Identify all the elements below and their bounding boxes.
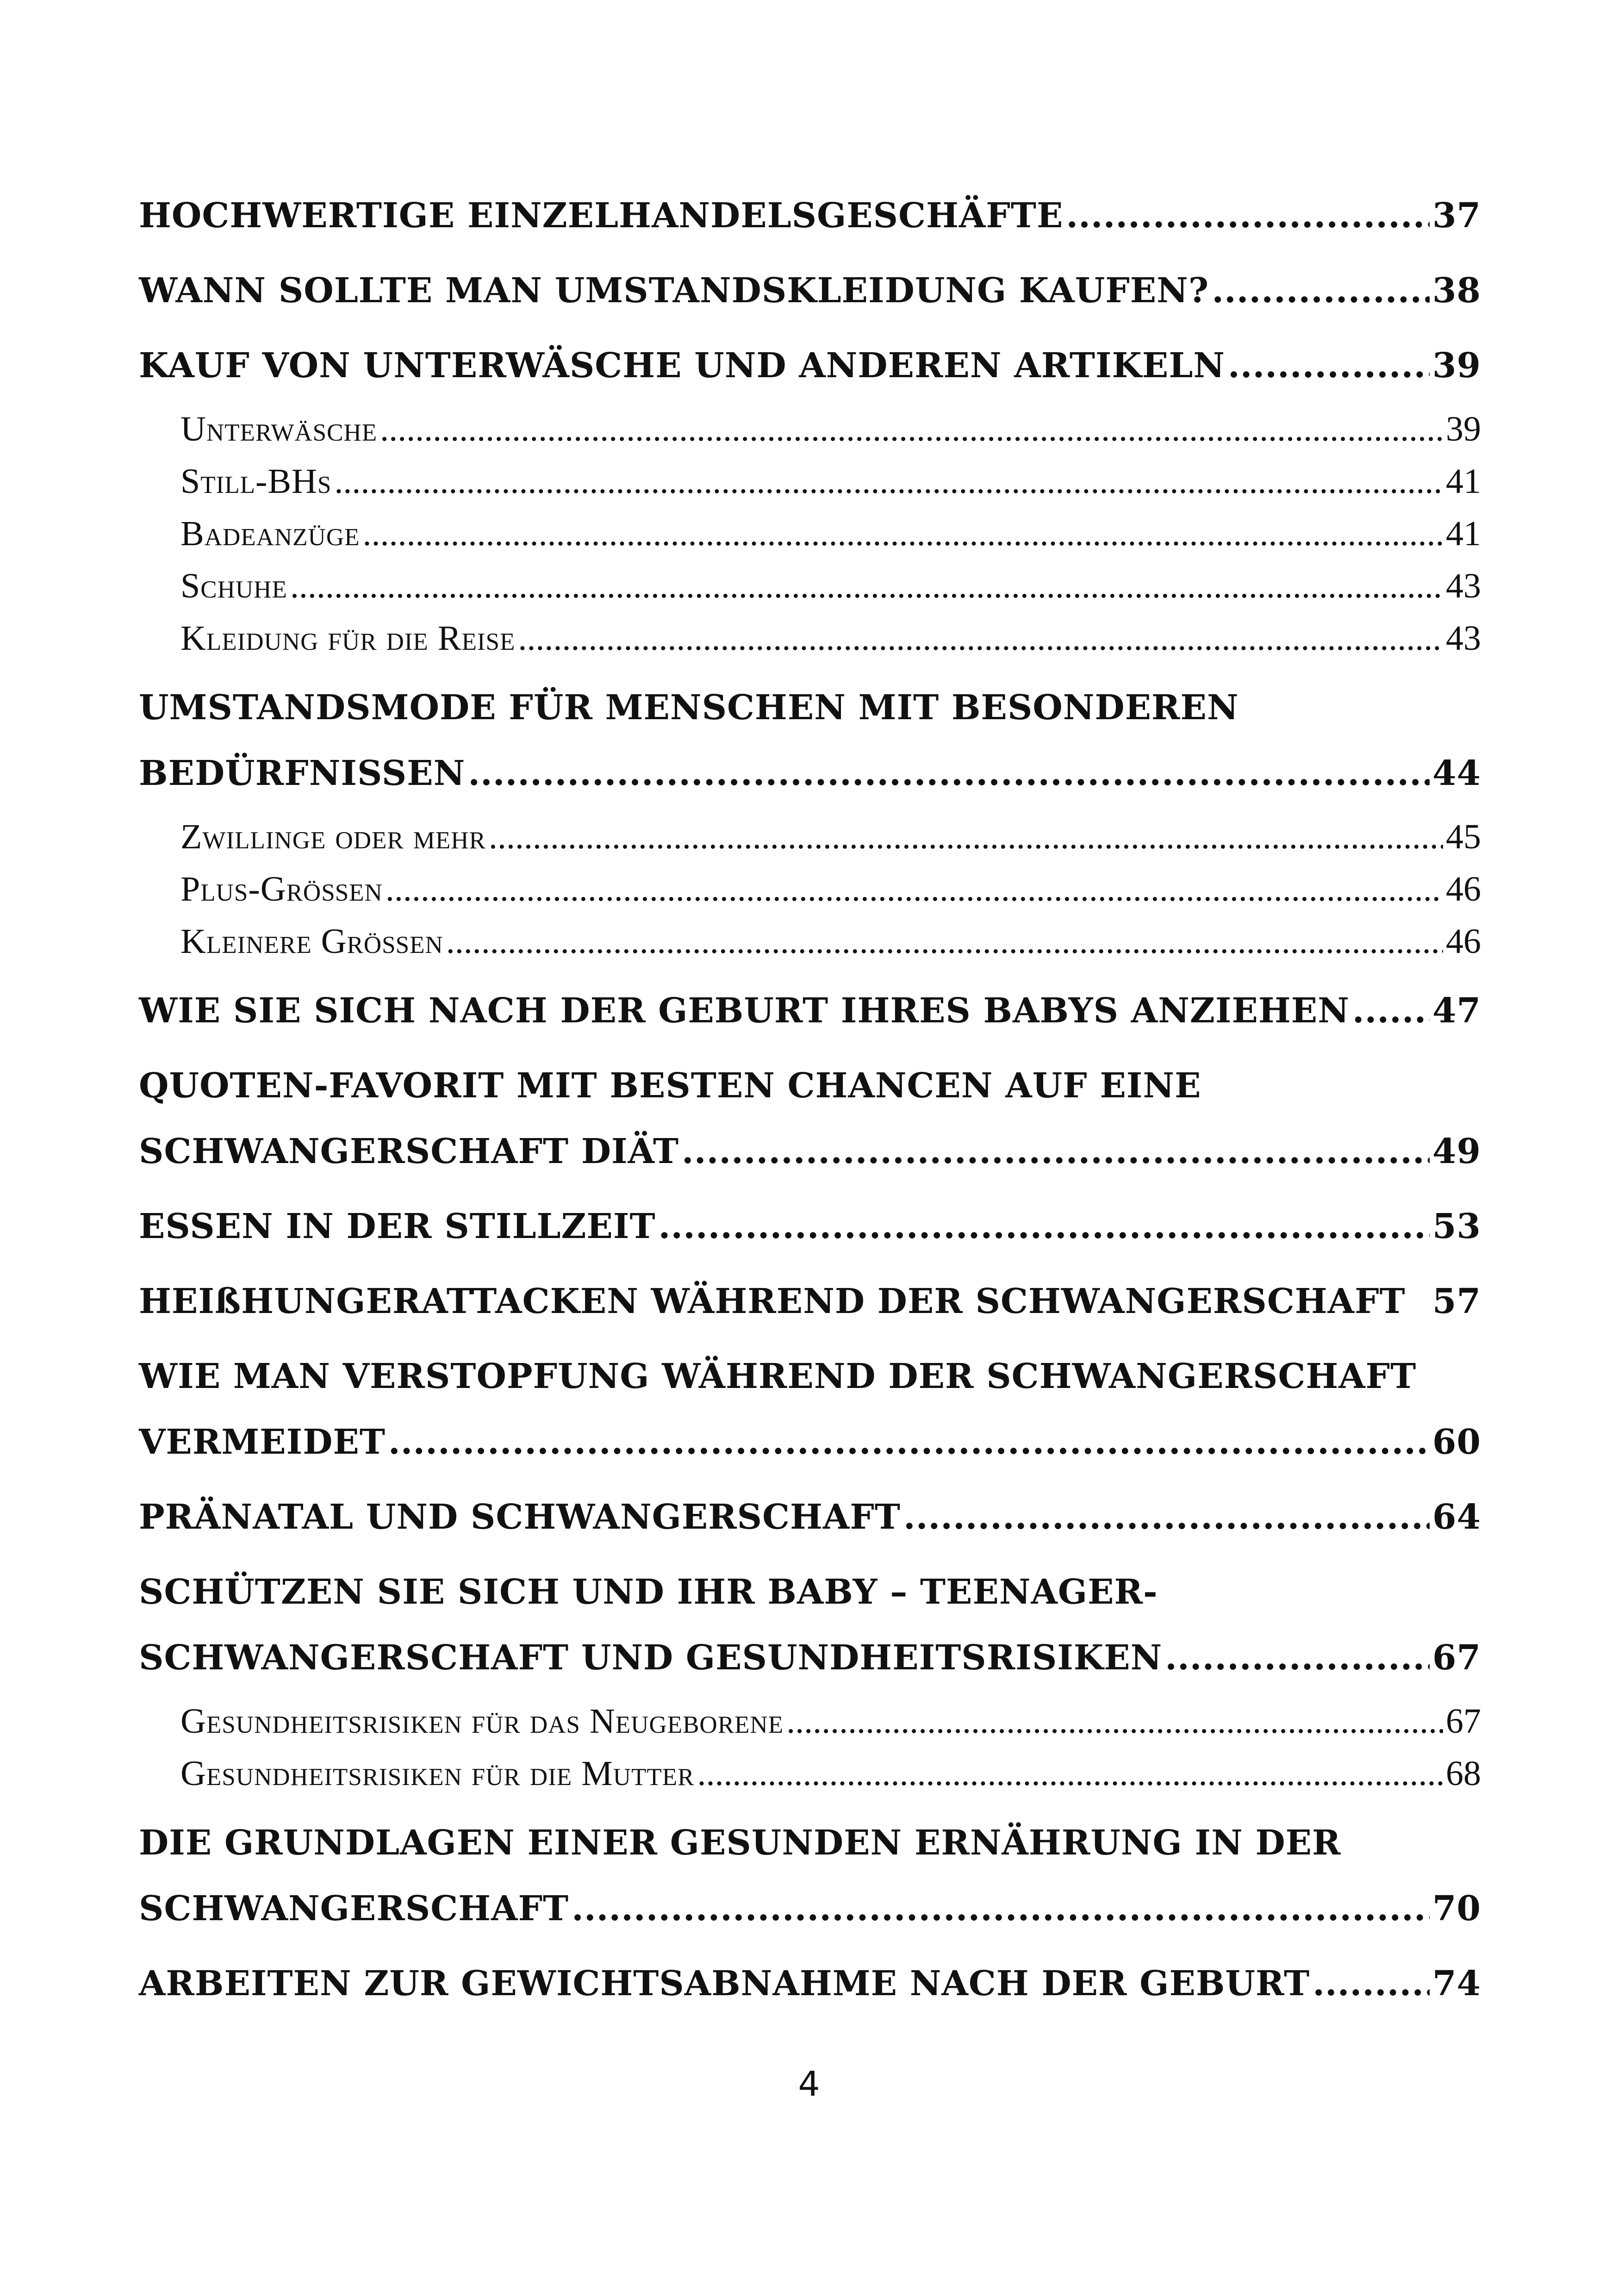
toc-subentry[interactable] [139,915,1481,968]
toc-subentry-title: Plus-Größen [180,870,383,908]
toc-entry-title: KAUF VON UNTERWÄSCHE UND ANDEREN ARTIKELN [139,346,1225,386]
toc-entry-page: 49 [1432,1132,1481,1171]
toc-subentry-page: 46 [1446,922,1481,961]
toc-entry[interactable] [139,1810,1481,1941]
toc-entry-title-line2: BEDÜRFNISSEN [139,753,466,793]
leader-dots [362,508,1443,560]
toc-entry[interactable] [139,1559,1481,1691]
toc-entry-title-line1: DIE GRUNDLAGEN EINER GESUNDEN ERNÄHRUNG IN DER [139,1823,1341,1863]
toc-entry-page: 38 [1432,271,1481,311]
toc-entry[interactable] [139,258,1481,324]
toc-subentry-page: 43 [1446,619,1481,658]
toc-entry[interactable] [139,1344,1481,1475]
toc-subentry[interactable] [139,508,1481,560]
toc-entry[interactable] [139,1194,1481,1259]
leader-dots [446,915,1443,968]
toc-subentry[interactable] [139,455,1481,508]
toc-entry-title-line1: WIE MAN VERSTOPFUNG WÄHREND DER SCHWANGERSCHAFT [139,1356,1417,1396]
toc-subentry-page: 41 [1446,462,1481,501]
toc-entry-page: 67 [1432,1638,1481,1678]
toc-subentry-page: 43 [1446,566,1481,605]
table-of-contents [139,183,1481,2026]
toc-entry-title: HOCHWERTIGE EINZELHANDELSGESCHÄFTE [139,196,1064,236]
toc-entry-title: WANN SOLLTE MAN UMSTANDSKLEIDUNG KAUFEN? [139,271,1209,311]
toc-entry-page: 39 [1432,346,1481,386]
toc-subentry-page: 68 [1446,1754,1481,1793]
toc-entry[interactable] [139,183,1481,249]
toc-entry[interactable] [139,675,1481,806]
leader-dots [1313,1951,1430,2016]
toc-entry[interactable] [139,1951,1481,2016]
toc-subentry-title: Gesundheitsrisiken für das Neugeborene [180,1702,784,1741]
leader-dots [682,1119,1430,1184]
toc-subentry-title: Kleidung für die Reise [180,619,516,658]
toc-subentry-page: 67 [1446,1702,1481,1741]
toc-subentry[interactable] [139,1748,1481,1800]
toc-entry-page: 37 [1432,196,1481,236]
toc-entry-title: PRÄNATAL UND SCHWANGERSCHAFT [139,1497,901,1537]
toc-subentry[interactable] [139,612,1481,665]
leader-dots [334,455,1443,508]
toc-entry-title-line2: VERMEIDET [139,1422,386,1462]
toc-subentry[interactable] [139,811,1481,863]
toc-entry[interactable] [139,978,1481,1044]
leader-dots [290,560,1443,612]
toc-subentry-title: Schuhe [180,566,287,605]
toc-entry-title: WIE SIE SICH NACH DER GEBURT IHRES BABYS ANZIEHEN [139,991,1350,1031]
toc-entry[interactable] [139,1484,1481,1550]
toc-entry[interactable] [139,1269,1481,1334]
leader-dots [518,612,1443,665]
toc-subentries [139,403,1481,665]
leader-dots [468,740,1430,806]
toc-subentry-title: Badeanzüge [180,514,360,553]
toc-subentry[interactable] [139,560,1481,612]
toc-subentries [139,1695,1481,1800]
leader-dots [572,1876,1430,1941]
toc-entry-page: 57 [1432,1282,1481,1321]
leader-dots [903,1484,1430,1550]
toc-entry-title: HEIßHUNGERATTACKEN WÄHREND DER SCHWANGERSCHAFT [139,1282,1406,1321]
toc-subentries [139,811,1481,968]
leader-dots [380,403,1443,455]
toc-subentry-title: Zwillinge oder mehr [180,817,486,856]
leader-dots [388,1409,1430,1475]
toc-subentry[interactable] [139,863,1481,915]
toc-entry-page: 70 [1432,1889,1481,1929]
toc-subentry-title: Gesundheitsrisiken für die Mutter [180,1754,695,1793]
toc-subentry-page: 41 [1446,514,1481,553]
leader-dots [1066,183,1430,249]
leader-dots [659,1194,1430,1259]
toc-entry-title: ARBEITEN ZUR GEWICHTSABNAHME NACH DER GEBURT [139,1964,1310,2004]
leader-dots [697,1748,1444,1800]
toc-entry-title-line2: SCHWANGERSCHAFT DIÄT [139,1132,679,1171]
toc-subentry[interactable] [139,403,1481,455]
leader-dots [1352,978,1430,1044]
leader-dots [386,863,1443,915]
toc-subentry-title: Still-BHs [180,462,332,501]
toc-entry-page: 74 [1432,1964,1481,2004]
toc-entry-title-line1: QUOTEN-FAVORIT MIT BESTEN CHANCEN AUF EINE [139,1066,1201,1106]
leader-dots [1212,258,1430,324]
leader-dots [489,811,1443,863]
toc-entry-page: 53 [1432,1207,1481,1246]
toc-subentry[interactable] [139,1695,1481,1748]
toc-entry-page: 60 [1432,1422,1481,1462]
leader-dots [1228,333,1430,398]
toc-entry-title-line2: SCHWANGERSCHAFT [139,1889,569,1929]
leader-dots [786,1695,1443,1748]
page-number: 4 [798,2064,820,2104]
toc-subentry-page: 39 [1446,410,1481,448]
toc-entry[interactable] [139,1053,1481,1184]
toc-entry-title-line1: UMSTANDSMODE FÜR MENSCHEN MIT BESONDEREN [139,688,1239,728]
toc-entry-page: 47 [1432,991,1481,1031]
toc-entry-page: 64 [1432,1497,1481,1537]
toc-subentry-title: Unterwäsche [180,410,378,448]
toc-subentry-page: 46 [1446,870,1481,908]
toc-entry-title-line2: SCHWANGERSCHAFT UND GESUNDHEITSRISIKEN [139,1638,1163,1678]
leader-dots [1165,1625,1430,1691]
toc-subentry-title: Kleinere Größen [180,922,443,961]
toc-subentry-page: 45 [1446,817,1481,856]
toc-entry[interactable] [139,333,1481,398]
toc-entry-page: 44 [1432,753,1481,793]
toc-entry-title: ESSEN IN DER STILLZEIT [139,1207,656,1246]
toc-entry-title-line1: SCHÜTZEN SIE SICH UND IHR BABY – TEENAGER- [139,1572,1158,1612]
